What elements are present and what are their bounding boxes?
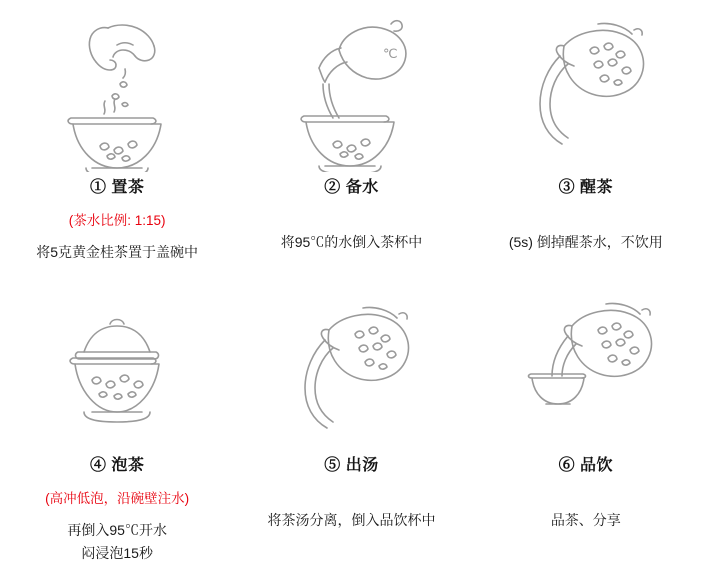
- step-2-description-line-1: 将95℃的水倒入茶杯中: [280, 234, 423, 250]
- step-2-caption: ② 备水: [324, 179, 379, 196]
- step-6: [469, 288, 703, 576]
- gaiwan-pouring-into-cup-icon: [486, 300, 686, 450]
- step-4-caption: ④ 泡茶: [89, 457, 145, 474]
- step-2-description: [281, 231, 423, 254]
- step-4: [0, 288, 234, 576]
- step-5-caption: ⑤ 出汤: [324, 457, 379, 474]
- step-4-note: (高冲低泡，沿碗壁注水): [45, 491, 190, 506]
- step-3-caption: ③ 醒茶: [558, 179, 614, 196]
- step-1-caption: ① 置茶: [89, 179, 145, 196]
- step-4-description-line-1: 再倒入95℃开水: [67, 522, 167, 538]
- step-5-description: [267, 509, 435, 532]
- kettle-pouring-water-icon: [251, 12, 451, 172]
- step-6-caption: ⑥ 品饮: [558, 457, 614, 474]
- step-2: [234, 0, 468, 288]
- step-1-description-line-1: 将5克黄金桂茶置于盖碗中: [36, 244, 199, 260]
- step-1-description: [36, 241, 198, 264]
- step-5: [234, 288, 468, 576]
- covered-gaiwan-steeping-icon: [17, 300, 217, 450]
- step-4-description: [67, 519, 167, 565]
- step-4-description-line-2: 闷浸泡15秒: [81, 545, 153, 562]
- gaiwan-pouring-out-icon: [486, 12, 686, 172]
- step-5-description-line-1: 将茶汤分离，倒入品饮杯中: [267, 512, 436, 528]
- hand-dropping-tea-into-gaiwan-icon: [17, 12, 217, 172]
- step-3-description: [509, 231, 663, 254]
- step-6-description-line-1: 品茶、分享: [550, 512, 621, 528]
- svg-text:℃: ℃: [383, 46, 399, 61]
- step-3: [469, 0, 703, 288]
- step-6-description: [551, 509, 621, 532]
- step-1: [0, 0, 234, 288]
- gaiwan-pouring-tea-icon: [251, 300, 451, 450]
- step-1-note: (茶水比例: 1:15): [68, 213, 166, 228]
- step-3-description-line-1: (5s) 倒掉醒茶水，不饮用: [508, 234, 663, 250]
